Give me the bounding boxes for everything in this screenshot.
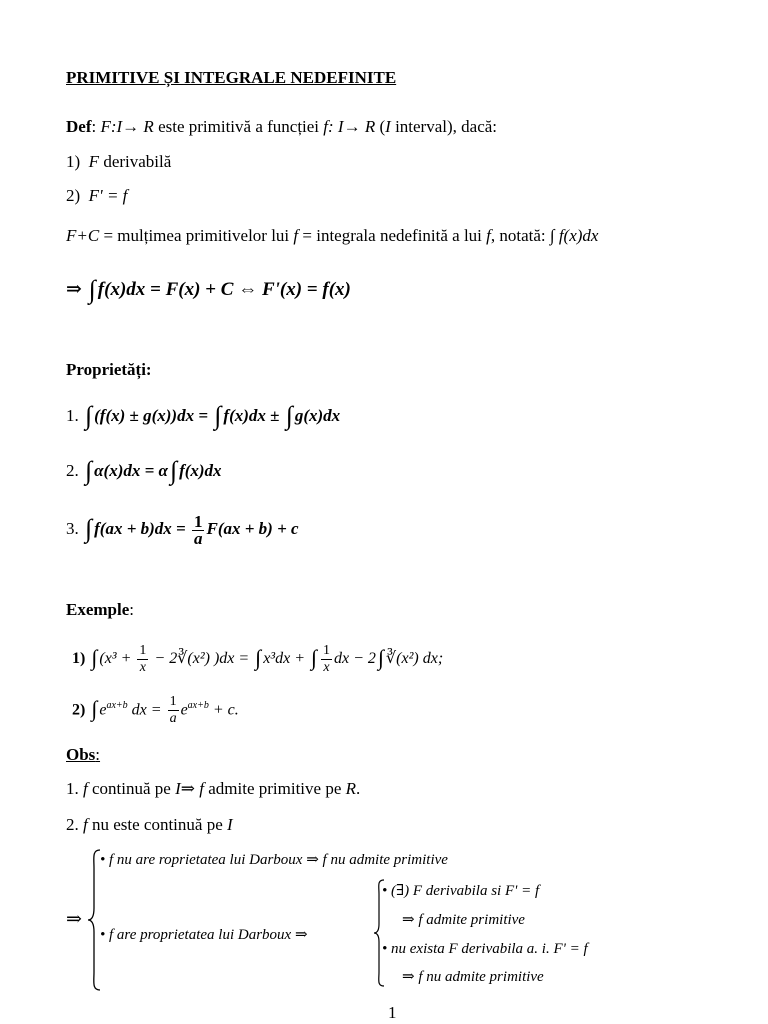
- obs-colon: :: [95, 745, 101, 764]
- example-1-part-a: (x³ +: [99, 650, 132, 667]
- example-2-part-d: + c.: [212, 701, 239, 719]
- subcase-1: • (∃) F derivabila si F' = f: [382, 883, 540, 899]
- examples-label: Exemple: [66, 600, 130, 619]
- def-part6: interval), dacă:: [390, 117, 498, 136]
- subcase-2: • nu exista F derivabila a. i. F' = f: [382, 941, 588, 957]
- condition-2-number: 2): [66, 186, 81, 205]
- examples-colon: :: [129, 600, 135, 619]
- obs-2-number: 2.: [66, 815, 79, 834]
- def-part5: I: [385, 117, 391, 136]
- example-2-base-2: e: [180, 701, 188, 719]
- example-1-fraction-2: [321, 643, 332, 676]
- fraction-denominator: x: [323, 659, 330, 675]
- obs-1-f2: f: [195, 779, 204, 798]
- iff-arrow: ⇔: [238, 279, 258, 300]
- obs-1-R: R: [345, 779, 357, 798]
- condition-2: [66, 186, 127, 206]
- obs-1-arrow: ⇒: [180, 779, 195, 798]
- integral-sign: ∫: [88, 275, 96, 304]
- property-1-number: 1.: [66, 406, 79, 425]
- main-formula: [66, 275, 351, 304]
- subcase-2-result: ⇒ f nu admite primitive: [402, 969, 544, 985]
- fc-notation: ∫ f(x)dx: [549, 226, 599, 245]
- fc-text-1: = mulțimea primitivelor lui: [99, 226, 294, 245]
- obs-1-text-a: continuă pe: [87, 779, 176, 798]
- fraction-denominator: x: [139, 659, 146, 675]
- property-1-part-b: f(x)dx ±: [223, 406, 280, 425]
- example-2-part-b: dx =: [131, 701, 162, 719]
- fraction-numerator: 1: [169, 694, 177, 710]
- property-3-fraction: [192, 511, 205, 548]
- fc-text-2: = integrala nedefinită a lui: [298, 226, 487, 245]
- property-2-part-b: f(x)dx: [179, 461, 222, 480]
- condition-1-text: derivabilă: [99, 152, 172, 171]
- example-2: [72, 686, 239, 730]
- example-1-part-e: ∛(x²) dx;: [385, 650, 444, 667]
- integral-sign: ∫: [91, 645, 98, 670]
- obs-label: Obs: [66, 745, 96, 764]
- examples-heading: [66, 600, 134, 620]
- case-2: • f are proprietatea lui Darboux ⇒: [100, 927, 308, 943]
- example-1-part-c: x³dx +: [263, 650, 305, 667]
- case-1: • f nu are roprietatea lui Darboux ⇒ f nu admite primitive: [100, 852, 448, 868]
- integral-sign: ∫: [85, 456, 93, 485]
- obs-1-I: I: [175, 779, 181, 798]
- property-3-part-b: F(ax + b) + c: [206, 519, 299, 538]
- obs-2-f: f: [78, 815, 88, 834]
- def-part1: F:I→ R: [100, 117, 154, 136]
- property-3-number: 3.: [66, 519, 79, 538]
- def-label: Def: [66, 117, 92, 136]
- subcase-1-result: ⇒ f admite primitive: [402, 912, 525, 928]
- integral-sign: ∫: [91, 696, 98, 722]
- example-2-base: e: [99, 701, 107, 719]
- example-1-part-d: dx − 2: [334, 650, 376, 667]
- cases-implies-arrow: ⇒: [66, 909, 82, 930]
- def-part3: f: I→ R: [323, 117, 376, 136]
- integral-sign: ∫: [169, 456, 178, 485]
- def-part4: (: [375, 117, 386, 136]
- example-2-fraction: [168, 694, 179, 727]
- property-1: [66, 401, 341, 430]
- integral-sign: ∫: [255, 645, 262, 670]
- obs-2: [66, 815, 233, 835]
- integral-sign: ∫: [85, 514, 93, 543]
- integral-sign: ∫: [214, 401, 222, 430]
- properties-heading: Proprietăți:: [66, 360, 152, 379]
- obs-2-I: I: [227, 815, 233, 834]
- fraction-denominator: a: [193, 528, 203, 548]
- obs-heading: [66, 745, 100, 765]
- integral-sign: ∫: [377, 645, 384, 670]
- example-2-exponent-2: ax+b: [187, 700, 209, 711]
- property-2-number: 2.: [66, 461, 79, 480]
- property-1-part-a: (f(x) ± g(x))dx =: [94, 406, 209, 425]
- obs-1: [66, 779, 360, 799]
- fc-text-3: , notată:: [490, 226, 550, 245]
- example-1: [72, 636, 443, 679]
- implies-arrow: ⇒: [66, 279, 82, 300]
- condition-2-expr: F' = f: [88, 186, 128, 205]
- example-2-exponent: ax+b: [106, 700, 128, 711]
- page-title: PRIMITIVE ȘI INTEGRALE NEDEFINITE: [66, 68, 397, 87]
- primitives-set-line: [66, 226, 598, 246]
- page-number: 1: [388, 1003, 397, 1022]
- condition-1-symbol: F: [88, 152, 100, 171]
- definition-line: Def: F:I→ R este primitivă a funcției f: I→ R (I interval), dacă:: [66, 117, 498, 136]
- main-formula-lhs: f(x)dx = F(x) + C: [97, 279, 234, 300]
- condition-1: [66, 152, 171, 172]
- fc-f2: f: [486, 226, 491, 245]
- obs-1-dot: .: [356, 779, 361, 798]
- obs-1-text-b: admite primitive pe: [203, 779, 346, 798]
- fc-f1: f: [293, 226, 299, 245]
- def-part2: este primitivă a funcției: [153, 117, 324, 136]
- fraction-denominator: a: [169, 711, 177, 727]
- example-1-fraction-1: [137, 643, 148, 676]
- example-2-number: 2): [72, 701, 86, 719]
- integral-sign: ∫: [85, 401, 93, 430]
- fraction-numerator: 1: [139, 642, 147, 658]
- integral-sign: ∫: [285, 401, 293, 430]
- fraction-numerator: 1: [193, 511, 203, 531]
- example-1-number: 1): [72, 650, 86, 667]
- integral-sign: ∫: [311, 645, 318, 670]
- property-3: [66, 508, 299, 547]
- property-3-part-a: f(ax + b)dx =: [94, 519, 186, 538]
- property-2: [66, 456, 222, 485]
- condition-1-number: 1): [66, 152, 81, 171]
- obs-1-number: 1.: [66, 779, 79, 798]
- fc-symbol: F+C: [66, 226, 100, 245]
- property-1-part-c: g(x)dx: [294, 406, 341, 425]
- example-1-part-b: − 2∛(x²) )dx =: [154, 650, 250, 667]
- fraction-numerator: 1: [323, 642, 331, 658]
- obs-1-f: f: [83, 779, 88, 798]
- main-formula-rhs: F'(x) = f(x): [261, 279, 351, 300]
- obs-2-text: nu este continuă pe: [87, 815, 227, 834]
- property-2-part-a: α(x)dx = α: [94, 461, 168, 480]
